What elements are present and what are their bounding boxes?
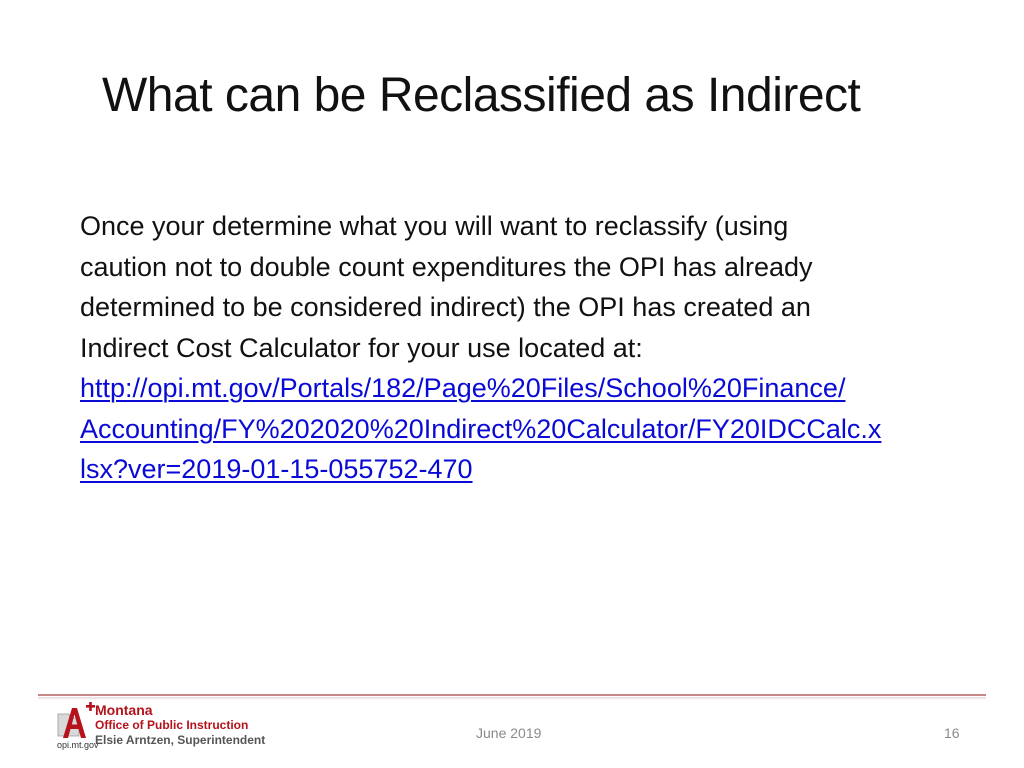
calculator-link[interactable]	[80, 449, 985, 490]
footer-date: June 2019	[476, 725, 542, 741]
calculator-link-line[interactable]: http://opi.mt.gov/Portals/182/Page%20Files/School%20Finance/	[80, 373, 846, 403]
calculator-link[interactable]	[80, 368, 985, 409]
footer-divider	[38, 694, 986, 696]
logo-office: Office of Public Instruction	[95, 718, 249, 732]
footer-divider-shadow	[38, 697, 986, 700]
logo-site: opi.mt.gov	[57, 740, 99, 750]
slide-number: 16	[944, 725, 960, 741]
calculator-link-line[interactable]: lsx?ver=2019-01-15-055752-470	[80, 454, 473, 484]
body-line: Once your determine what you will want to reclassify (using	[80, 211, 789, 241]
montana-a-plus-logo-icon	[57, 702, 97, 742]
body-line: determined to be considered indirect) the OPI has created an	[80, 292, 811, 322]
slide-title: What can be Reclassified as Indirect	[102, 69, 861, 122]
slide-body	[80, 206, 985, 490]
body-line: caution not to double count expenditures the OPI has already	[80, 251, 813, 282]
logo-superintendent: Elsie Arntzen, Superintendent	[95, 733, 266, 747]
calculator-link[interactable]	[80, 409, 985, 450]
logo-state: Montana	[95, 702, 153, 718]
calculator-link-line[interactable]: Accounting/FY%202020%20Indirect%20Calculator/FY20IDCCalc.x	[80, 413, 882, 444]
body-line: Indirect Cost Calculator for your use located at:	[80, 332, 643, 363]
opi-logo	[57, 702, 266, 754]
